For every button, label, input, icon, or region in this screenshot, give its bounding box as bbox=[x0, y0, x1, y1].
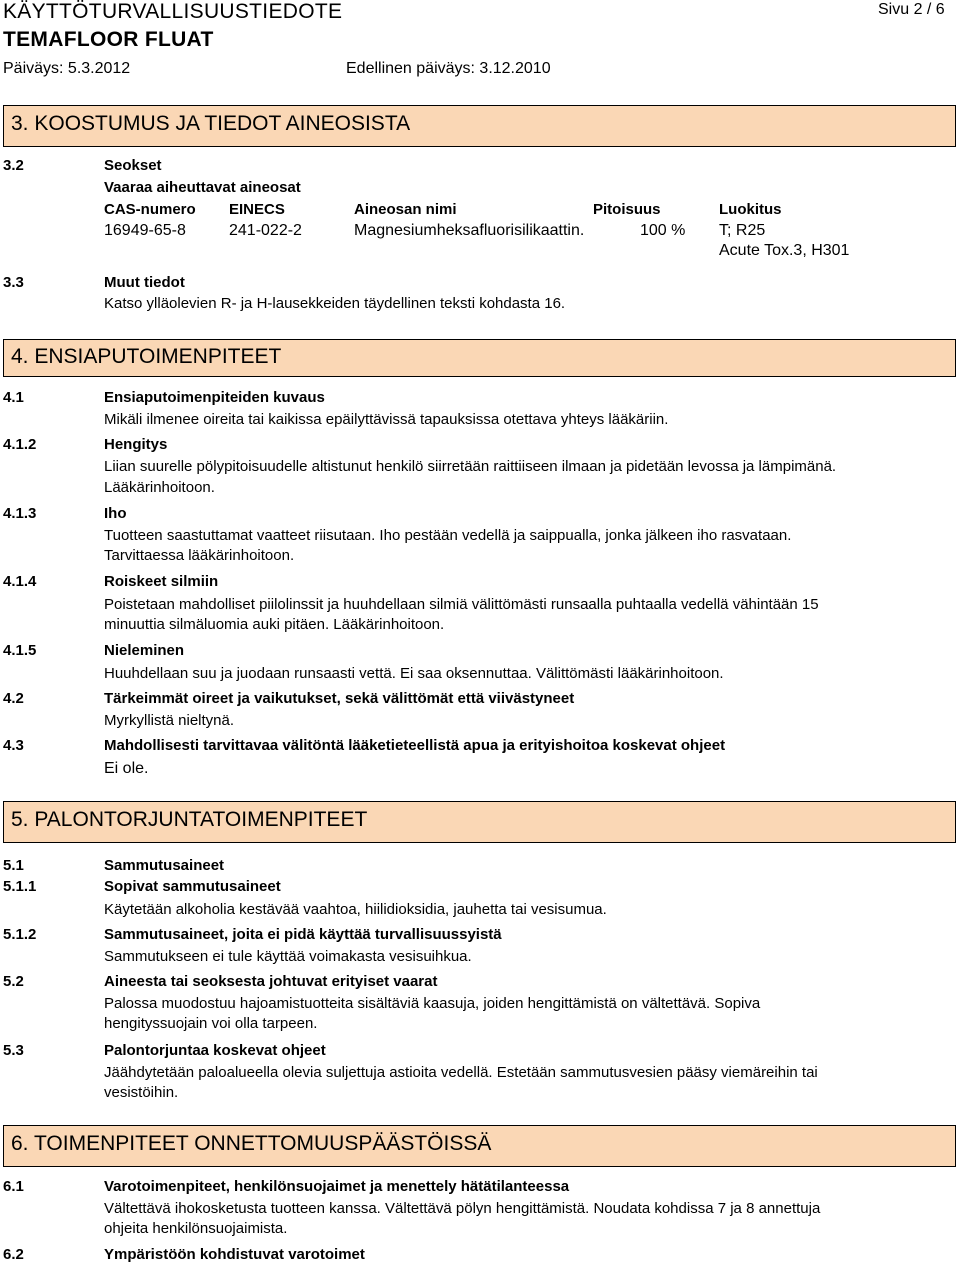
subsection-heading: Varotoimenpiteet, henkilönsuojaimet ja menettely hätätilanteessa bbox=[104, 1178, 570, 1195]
section-number: 4.3 bbox=[3, 737, 24, 754]
body-text: Myrkyllistä nieltynä. bbox=[104, 712, 235, 729]
subsection-heading: Seokset bbox=[104, 157, 162, 174]
subsection-heading: Ensiaputoimenpiteiden kuvaus bbox=[104, 389, 325, 406]
section-6-title: 6. TOIMENPITEET ONNETTOMUUSPÄÄSTÖISSÄ bbox=[11, 1132, 492, 1155]
body-text: Tuotteen saastuttamat vaatteet riisutaan. Iho pestään vedellä ja saippualla, jonka jälkeen iho rasvataan. bbox=[104, 527, 792, 544]
subsection-heading: Sammutusaineet, joita ei pidä käyttää turvallisuussyistä bbox=[104, 926, 502, 943]
section-5-header bbox=[3, 801, 956, 843]
section-number: 4.1.5 bbox=[3, 642, 37, 659]
section-number: 5.1.2 bbox=[3, 926, 37, 943]
table-header: Aineosan nimi bbox=[354, 201, 457, 218]
table-cell: 241-022-2 bbox=[229, 222, 302, 239]
section-5-title: 5. PALONTORJUNTATOIMENPITEET bbox=[11, 808, 368, 831]
body-text: minuuttia silmäluomia auki pitäen. Lääkärinhoitoon. bbox=[104, 616, 445, 633]
subsection-heading: Roiskeet silmiin bbox=[104, 573, 219, 590]
section-4-header bbox=[3, 339, 956, 377]
section-4-title: 4. ENSIAPUTOIMENPITEET bbox=[11, 345, 282, 368]
body-text: ohjeita henkilönsuojaimista. bbox=[104, 1220, 288, 1237]
table-cell: 100 % bbox=[640, 222, 686, 239]
subsection-heading: Vaaraa aiheuttavat aineosat bbox=[104, 179, 301, 196]
section-number: 3.2 bbox=[3, 157, 24, 174]
table-header: CAS-numero bbox=[104, 201, 196, 218]
body-text: Jäähdytetään paloalueella olevia suljettuja astioita vedellä. Estetään sammutusvesien pääsy viemäreihin tai bbox=[104, 1064, 818, 1081]
body-text: Sammutukseen ei tule käyttää voimakasta vesisuihkua. bbox=[104, 948, 472, 965]
subsection-heading: Palontorjuntaa koskevat ohjeet bbox=[104, 1042, 326, 1059]
section-3-title: 3. KOOSTUMUS JA TIEDOT AINEOSISTA bbox=[11, 112, 411, 135]
table-header: EINECS bbox=[229, 201, 285, 218]
subsection-heading: Sammutusaineet bbox=[104, 857, 225, 874]
section-number: 3.3 bbox=[3, 274, 24, 291]
document-type: KÄYTTÖTURVALLISUUSTIEDOTE bbox=[3, 0, 343, 23]
section-number: 4.1.2 bbox=[3, 436, 37, 453]
section-number: 4.2 bbox=[3, 690, 24, 707]
section-number: 5.3 bbox=[3, 1042, 24, 1059]
subsection-heading: Nieleminen bbox=[104, 642, 185, 659]
body-text: Poistetaan mahdolliset piilolinssit ja huuhdellaan silmiä välittömästi runsaalla puhtaalla vedellä vähintään 15 bbox=[104, 596, 819, 613]
body-text: Palossa muodostuu hajoamistuotteita sisältäviä kaasuja, joiden hengittämistä on vältettävä. Sopiva bbox=[104, 995, 761, 1012]
section-number: 4.1 bbox=[3, 389, 24, 406]
table-cell: Magnesiumheksafluorisilikaattin. bbox=[354, 222, 585, 239]
table-cell: 16949-65-8 bbox=[104, 222, 186, 239]
table-cell: Acute Tox.3, H301 bbox=[719, 242, 850, 259]
subsection-heading: Hengitys bbox=[104, 436, 168, 453]
body-text: Ei ole. bbox=[104, 760, 149, 777]
body-text: Katso ylläolevien R- ja H-lausekkeiden täydellinen teksti kohdasta 16. bbox=[104, 295, 566, 312]
body-text: Lääkärinhoitoon. bbox=[104, 479, 215, 496]
subsection-heading: Sopivat sammutusaineet bbox=[104, 878, 281, 895]
product-name: TEMAFLOOR FLUAT bbox=[3, 28, 214, 51]
body-text: Huuhdellaan suu ja juodaan runsaasti vettä. Ei saa oksennuttaa. Välittömästi lääkärinhoitoon. bbox=[104, 665, 724, 682]
section-3-header bbox=[3, 105, 956, 147]
section-number: 4.1.3 bbox=[3, 505, 37, 522]
subsection-heading: Iho bbox=[104, 505, 127, 522]
subsection-heading: Ympäristöön kohdistuvat varotoimet bbox=[104, 1246, 365, 1263]
section-number: 5.1 bbox=[3, 857, 24, 874]
table-cell: T; R25 bbox=[719, 222, 766, 239]
body-text: vesistöihin. bbox=[104, 1084, 179, 1101]
section-number: 6.1 bbox=[3, 1178, 24, 1195]
body-text: hengityssuojain voi olla tarpeen. bbox=[104, 1015, 318, 1032]
page-number: Sivu 2 / 6 bbox=[878, 1, 945, 18]
body-text: Tarvittaessa lääkärinhoitoon. bbox=[104, 547, 295, 564]
body-text: Liian suurelle pölypitoisuudelle altistunut henkilö siirretään raittiiseen ilmaan ja pidetään levossa ja lämpimänä. bbox=[104, 458, 837, 475]
section-number: 6.2 bbox=[3, 1246, 24, 1263]
subsection-heading: Aineesta tai seoksesta johtuvat erityiset vaarat bbox=[104, 973, 438, 990]
issue-date: Päiväys: 5.3.2012 bbox=[3, 60, 131, 77]
section-number: 5.2 bbox=[3, 973, 24, 990]
body-text: Mikäli ilmenee oireita tai kaikissa epäilyttävissä tapauksissa otettava yhteys lääkäriin. bbox=[104, 411, 669, 428]
table-header: Luokitus bbox=[719, 201, 782, 218]
body-text: Käytetään alkoholia kestävää vaahtoa, hiilidioksidia, jauhetta tai vesisumua. bbox=[104, 901, 607, 918]
body-text: Vältettävä ihokosketusta tuotteen kanssa. Vältettävä pölyn hengittämistä. Noudata kohdissa 7 ja 8 annettuja bbox=[104, 1200, 821, 1217]
section-6-header bbox=[3, 1125, 956, 1167]
section-number: 4.1.4 bbox=[3, 573, 37, 590]
subsection-heading: Mahdollisesti tarvittavaa välitöntä lääketieteellistä apua ja erityishoitoa koskevat ohjeet bbox=[104, 737, 726, 754]
previous-date: Edellinen päiväys: 3.12.2010 bbox=[346, 60, 551, 77]
subsection-heading: Tärkeimmät oireet ja vaikutukset, sekä välittömät että viivästyneet bbox=[104, 690, 575, 707]
section-number: 5.1.1 bbox=[3, 878, 37, 895]
table-header: Pitoisuus bbox=[593, 201, 661, 218]
subsection-heading: Muut tiedot bbox=[104, 274, 185, 291]
